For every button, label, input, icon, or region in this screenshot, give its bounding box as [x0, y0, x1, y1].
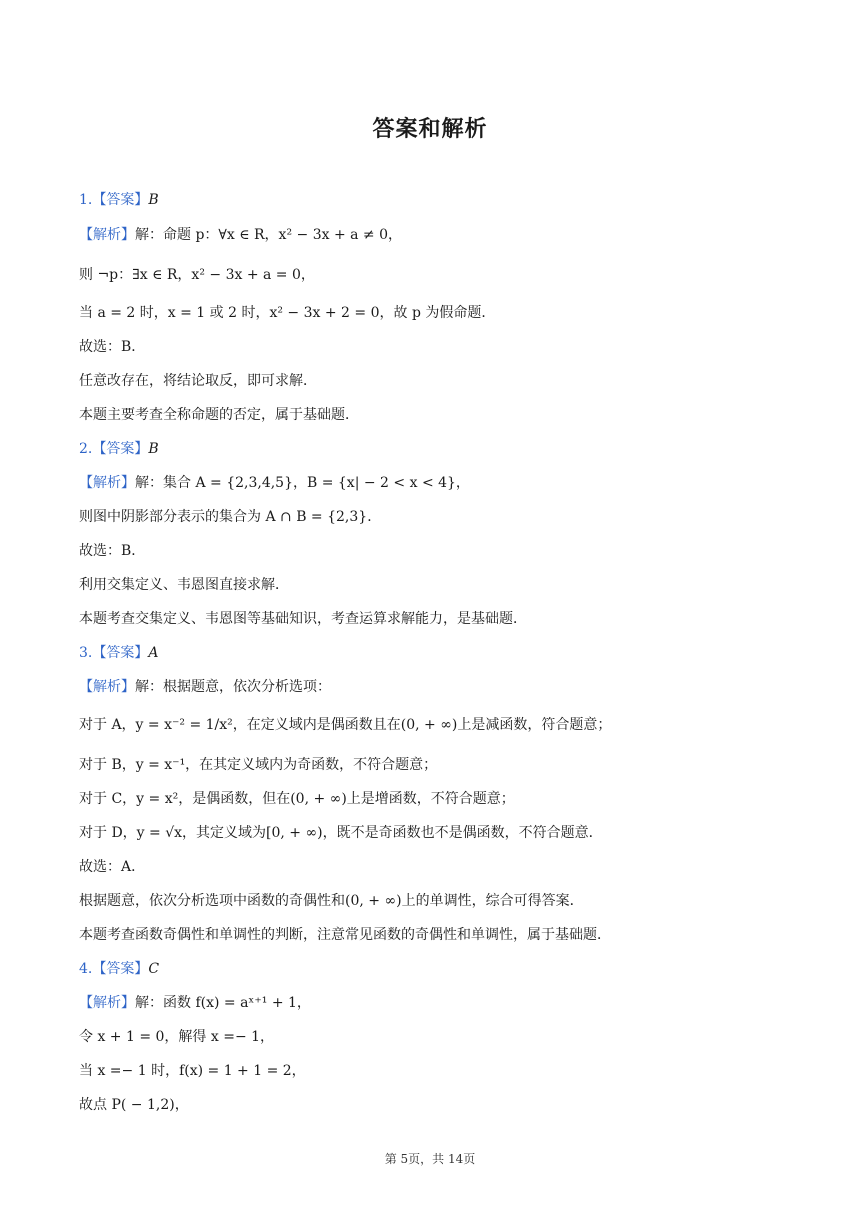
line-text: 对于 A，y = x⁻² = 1/x²，在定义域内是偶函数且在(0, + ∞)上是减函数，符合题意； [79, 717, 612, 733]
section-tag: 2.【答案】 [79, 441, 149, 457]
text-line [79, 755, 437, 775]
line-text: 解：函数 f(x) = aˣ⁺¹ + 1， [135, 995, 311, 1011]
text-line [79, 190, 159, 210]
text-line [79, 303, 495, 323]
text-line [79, 225, 402, 245]
text-line [79, 371, 317, 391]
text-line [79, 643, 158, 663]
line-text: 令 x + 1 = 0，解得 x =− 1， [79, 1029, 275, 1045]
line-text: 对于 C，y = x²，是偶函数，但在(0, + ∞)上是增函数，不符合题意； [79, 791, 515, 807]
line-text: 解：命题 p：∀x ∈ R，x² − 3x + a ≠ 0， [135, 227, 403, 243]
line-text: 故选：B． [79, 339, 146, 355]
text-line [79, 891, 584, 911]
line-text: 利用交集定义、韦恩图直接求解． [79, 577, 289, 593]
section-tag: 【解析】 [79, 995, 135, 1011]
section-tag: 【解析】 [79, 227, 135, 243]
line-text: 本题考查函数奇偶性和单调性的判断，注意常见函数的奇偶性和单调性，属于基础题． [79, 927, 611, 943]
text-line [79, 541, 145, 561]
text-line [79, 473, 470, 493]
text-line [79, 993, 311, 1013]
section-tag: 4.【答案】 [79, 961, 149, 977]
line-text: B [148, 192, 159, 208]
text-line [79, 337, 145, 357]
section-tag: 【解析】 [79, 679, 135, 695]
text-line [79, 439, 159, 459]
text-line [79, 857, 145, 877]
text-line [79, 507, 381, 527]
page-title: 答案和解析 [372, 117, 488, 142]
text-line [79, 823, 603, 843]
line-text: 故点 P( − 1,2)， [79, 1097, 189, 1113]
line-text: C [148, 961, 160, 977]
text-line [79, 265, 315, 285]
text-line [79, 677, 331, 697]
text-line [79, 789, 515, 809]
text-line [79, 1061, 306, 1081]
line-text: 本题主要考查全称命题的否定，属于基础题． [79, 407, 359, 423]
line-text: 解：根据题意，依次分析选项： [135, 679, 331, 695]
section-tag: 【解析】 [79, 475, 135, 491]
line-text: 任意改存在，将结论取反，即可求解． [79, 373, 317, 389]
line-text: A [148, 645, 159, 661]
page-footer: 第 5页，共 14页 [384, 1152, 476, 1166]
line-text: 故选：A． [79, 859, 146, 875]
line-text: 当 x =− 1 时，f(x) = 1 + 1 = 2， [79, 1063, 306, 1079]
line-text: 对于 D，y = √x，其定义域为[0, + ∞)，既不是奇函数也不是偶函数，不符合题意． [79, 825, 603, 841]
text-line [79, 609, 527, 629]
line-text: 根据题意，依次分析选项中函数的奇偶性和(0, + ∞)上的单调性，综合可得答案． [79, 893, 584, 909]
text-line [79, 575, 289, 595]
line-text: 当 a = 2 时，x = 1 或 2 时，x² − 3x + 2 = 0，故 p 为假命题． [79, 305, 496, 321]
line-text: 本题考查交集定义、韦恩图等基础知识，考查运算求解能力，是基础题． [79, 611, 527, 627]
line-text: B [148, 441, 159, 457]
line-text: 则 ¬p：∃x ∈ R，x² − 3x + a = 0， [79, 267, 315, 283]
text-line [79, 1095, 189, 1115]
line-text: 对于 B，y = x⁻¹，在其定义域内为奇函数，不符合题意； [79, 757, 438, 773]
line-text: 则图中阴影部分表示的集合为 A ∩ B = {2,3}． [79, 509, 382, 525]
text-line [79, 715, 611, 735]
text-line [79, 925, 611, 945]
text-line [79, 959, 159, 979]
section-tag: 3.【答案】 [79, 645, 149, 661]
line-text: 故选：B． [79, 543, 146, 559]
text-line [79, 405, 359, 425]
text-line [79, 1027, 274, 1047]
section-tag: 1.【答案】 [79, 192, 149, 208]
line-text: 解：集合 A = {2,3,4,5}，B = {x| − 2 < x < 4}， [135, 475, 470, 491]
